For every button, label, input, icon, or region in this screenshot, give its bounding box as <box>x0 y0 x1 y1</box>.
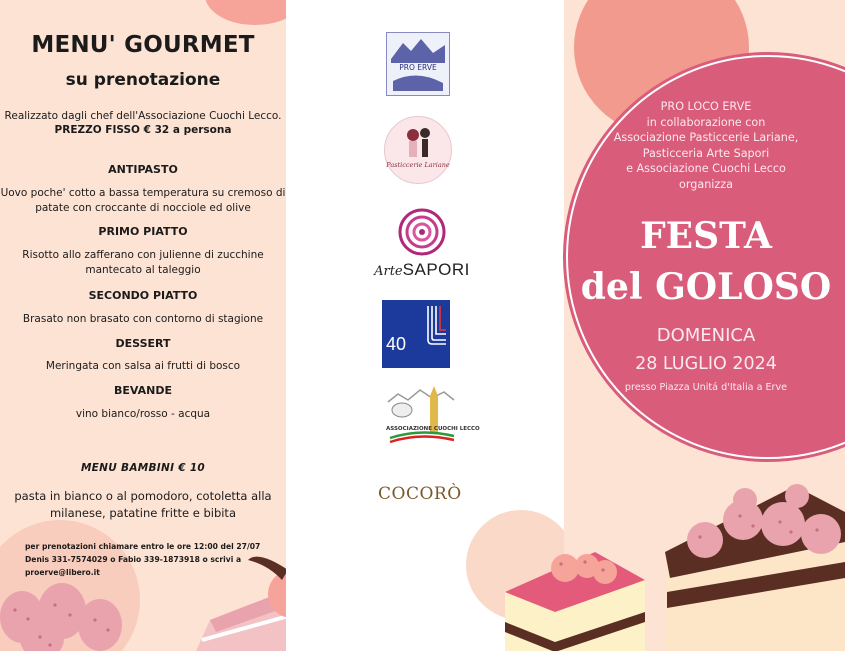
contact-line-3: proerve@libero.it <box>25 568 100 577</box>
forty-text: 40 <box>386 334 407 354</box>
organizer-line-3: Associazione Pasticcerie Lariane, <box>613 131 799 144</box>
organizer-line-1: PRO LOCO ERVE <box>660 100 752 113</box>
dessert-heading: DESSERT <box>115 337 171 350</box>
bevande-line-1: vino bianco/rosso - acqua <box>75 408 211 420</box>
kids-menu-heading: MENU BAMBINI € 10 <box>80 462 206 474</box>
organizers-text <box>564 99 845 192</box>
forty-years-logo <box>382 300 450 368</box>
arte-sapori-wordmark <box>372 260 472 280</box>
pasticcerie-logo-text: Pasticcerie Lariane <box>386 161 450 169</box>
organizer-line-4: Pasticceria Arte Sapori <box>642 146 770 160</box>
contact-line-2: Denis 331-7574029 o Fabio 339-1873918 o scrivi a <box>25 555 242 564</box>
pro-erve-logo <box>386 32 450 96</box>
menu-price: PREZZO FISSO € 32 a persona <box>54 124 232 136</box>
cakes-illustration <box>495 482 845 651</box>
antipasto-line-2: patate con croccante di nocciole ed olive <box>35 202 251 214</box>
pasticcerie-lariane-logo <box>384 116 452 184</box>
spiral-icon <box>372 206 472 258</box>
decor-circle-top <box>205 0 286 25</box>
organizer-line-2: in collaborazione con <box>646 115 766 129</box>
antipasto-heading: ANTIPASTO <box>108 163 178 176</box>
event-location: presso Piazza Unitá d'Italia a Erve <box>624 382 788 393</box>
organizer-line-6: organizza <box>678 177 733 191</box>
menu-subtitle: su prenotazione <box>65 70 221 90</box>
primo-line-2: mantecato al taleggio <box>85 264 201 276</box>
kids-line-2: milanese, patatine fritte e bibita <box>49 506 236 520</box>
cuochi-lecco-logo <box>386 382 480 446</box>
event-title-line-2: del GOLOSO <box>580 266 832 308</box>
antipasto-line-1: Uovo poche' cotto a bassa temperatura su cremoso di <box>0 187 286 199</box>
primo-heading: PRIMO PIATTO <box>98 225 188 238</box>
organizer-line-5: e Associazione Cuochi Lecco <box>626 162 786 175</box>
cocoro-logo: COCORÒ <box>378 484 462 504</box>
kids-line-1: pasta in bianco o al pomodoro, cotoletta alla <box>14 489 272 503</box>
contact-line-1: per prenotazioni chiamare entro le ore 12:00 del 27/07 <box>25 542 261 551</box>
arte-sapori-logo <box>372 206 472 284</box>
cuochi-logo-text: ASSOCIAZIONE CUOCHI LECCO <box>386 426 480 432</box>
secondo-line-1: Brasato non brasato con contorno di stagione <box>22 313 264 325</box>
menu-title: MENU' GOURMET <box>31 32 255 58</box>
primo-line-1: Risotto allo zafferano con julienne di zucchine <box>22 249 264 261</box>
pro-erve-logo-text: PRO ERVE <box>399 63 437 72</box>
tower-icon <box>386 382 480 446</box>
event-title-line-1: FESTA <box>640 215 772 257</box>
dessert-line-1: Meringata con salsa ai frutti di bosco <box>45 360 241 372</box>
event-date: 28 LUGLIO 2024 <box>635 354 777 374</box>
event-day: DOMENICA <box>656 325 756 346</box>
chef-icon <box>385 117 451 183</box>
bevande-heading: BEVANDE <box>113 384 173 397</box>
arte-text: Arte <box>374 264 403 279</box>
secondo-heading: SECONDO PIATTO <box>88 289 198 302</box>
strawberries-illustration <box>0 575 130 651</box>
sapori-text: SAPORI <box>402 260 470 279</box>
menu-intro-1: Realizzato dagli chef dell'Associazione Cuochi Lecco. <box>4 110 282 122</box>
